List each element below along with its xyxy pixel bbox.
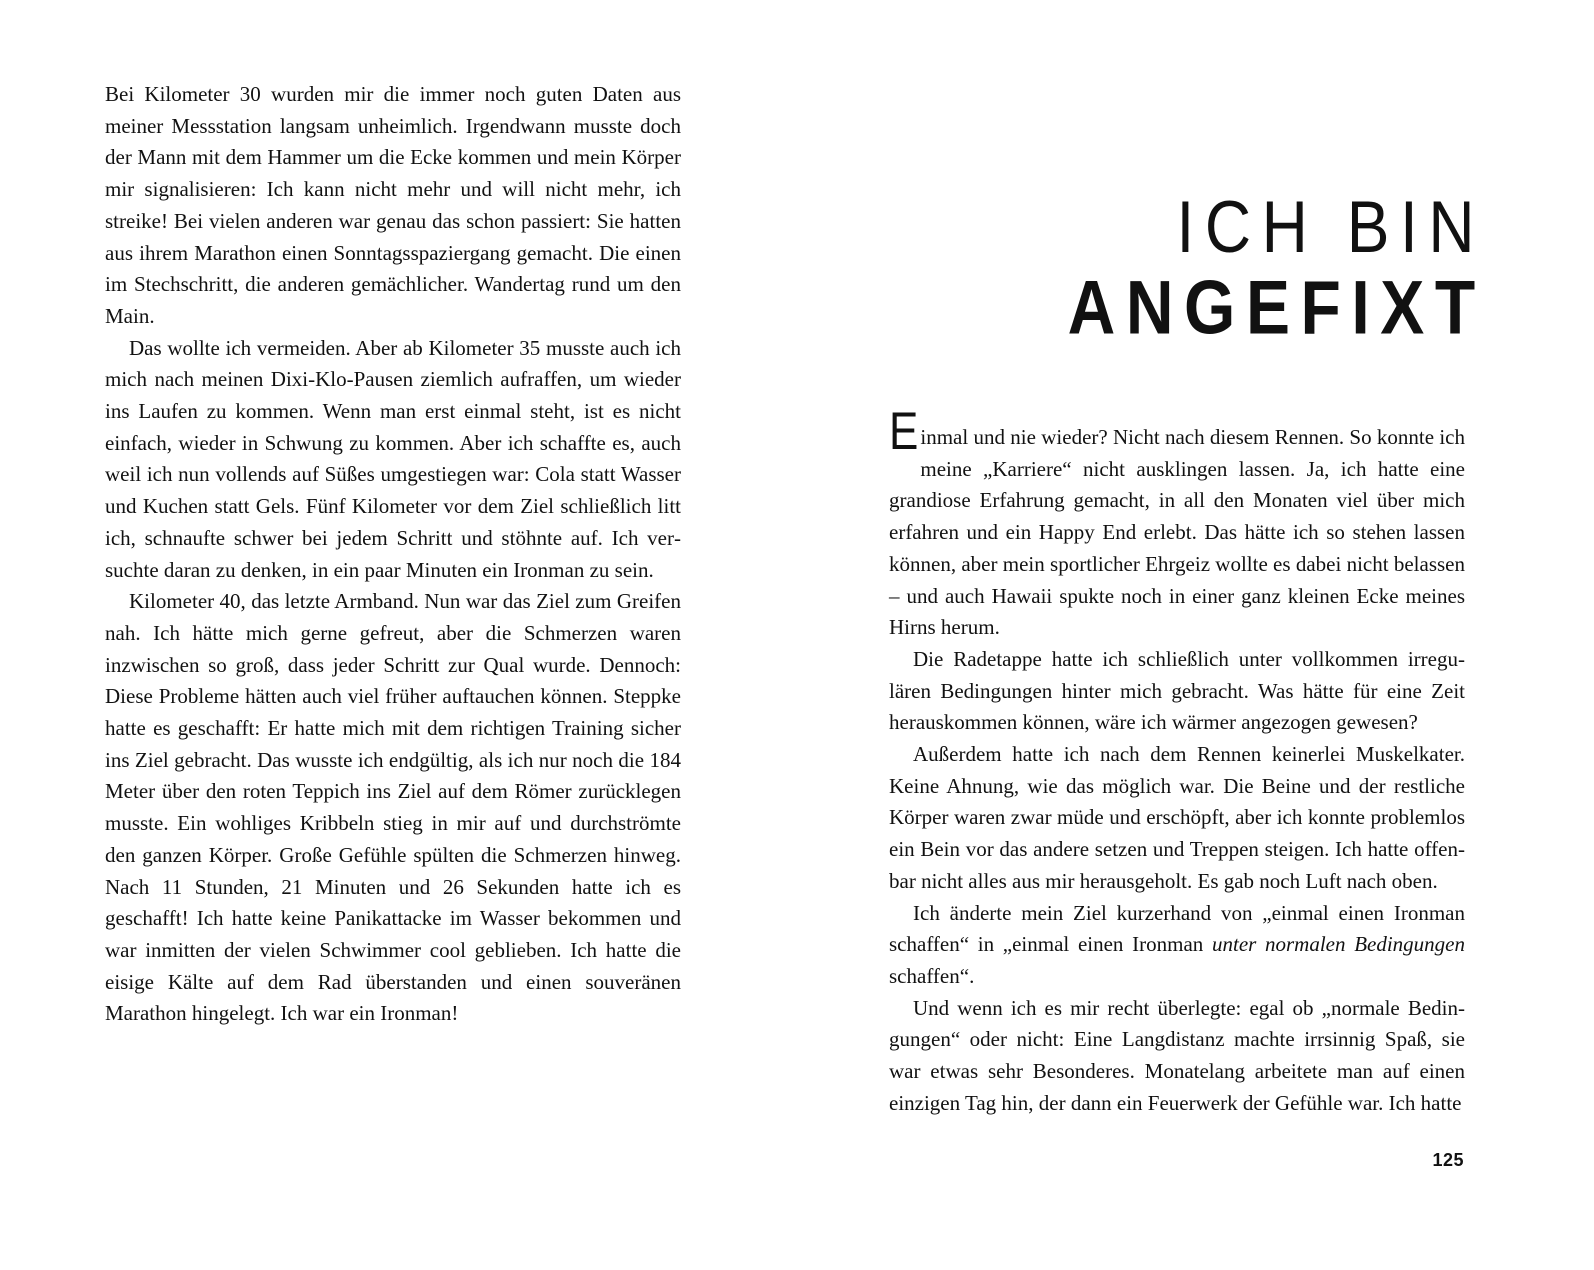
- paragraph: Kilometer 40, das letzte Armband. Nun war das Ziel zum Greifen nah. Ich hätte mich gerne gefreut, aber die Schmerzen waren inzwischen so groß, dass jeder Schritt zur Qual wurde. Dennoch: Diese Probleme hätten auch viel früher auftauchen können. Steppke hatte es geschafft: Er hatte mich mit dem richtigen Training sicher ins Ziel gebracht. Das wusste ich endgültig, als ich nur noch die 184 Meter über den roten Teppich ins Ziel auf dem Römer zurücklegen musste. Ein wohliges Kribbeln stieg in mir auf und durchströmte den ganzen Körper. Große Gefühle spülten die Schmerzen hinweg. Nach 11 Stunden, 21 Minuten und 26 Sekunden hatte ich es geschafft! Ich hatte keine Panikattacke im Wasser bekommen und war inmitten der vielen Schwimmer cool geblieben. Ich hatte die eisige Kälte auf dem Rad überstanden und einen souveränen Marathon hingelegt. Ich war ein Ironman!: [105, 589, 681, 1026]
- opening-paragraph: [889, 402, 1465, 644]
- chapter-title-line-1: ICH BIN: [1176, 185, 1486, 269]
- emphasis-text: unter normalen Bedingungen: [1211, 932, 1466, 957]
- paragraph-text: schaffen“.: [889, 963, 975, 988]
- drop-cap: E: [889, 402, 919, 462]
- paragraph: Und wenn ich es mir recht überlegte: egal ob „normale Bedingungen“ oder nicht: Eine Langdistanz machte irrsinnig Spaß, sie war etwas sehr Besonderes. Monatelang arbeitete man auf einen einzigen Tag hin, der dann ein Feuerwerk der Gefühle war. Ich hatte: [889, 995, 1465, 1115]
- chapter-title-line-2: ANGEFIXT: [1067, 264, 1486, 350]
- paragraph-text: Ich änderte mein Ziel kurzerhand von „einmal einen Ironman schaffen“ in „einmal einen Ironman: [889, 900, 1465, 957]
- left-text-column: [105, 79, 681, 1030]
- paragraph: Die Radetappe hatte ich schließlich unter vollkommen irregulären Bedingungen hinter mich gebracht. Was hätte für eine Zeit herauskommen können, wäre ich wärmer angezogen gewesen?: [889, 646, 1465, 735]
- opening-paragraph-text: inmal und nie wieder? Nicht nach diesem Rennen. So konnte ich meine „Karriere“ nicht ausklingen lassen. Ja, ich hatte eine grandiose Erfahrung gemacht, in all den Monaten viel über mich erfahren und ein Happy End erlebt. Das hätte ich so stehen lassen können, aber mein sportlicher Ehrgeiz wollte es dabei nicht belassen – und auch Hawaii spukte noch in einer ganz kleinen Ecke meines Hirns herum.: [889, 425, 1465, 640]
- right-page: [797, 0, 1594, 1270]
- paragraph: Außerdem hatte ich nach dem Rennen keinerlei Muskelkater. Keine Ahnung, wie das möglich war. Die Beine und der restliche Körper waren zwar müde und erschöpft, aber ich konnte problemlos ein Bein vor das andere setzen und Treppen steigen. Ich hatte offenbar nicht alles aus mir herausgeholt. Es gab noch Luft nach oben.: [889, 742, 1465, 893]
- right-text-column: [889, 402, 1466, 1119]
- paragraph: Das wollte ich vermeiden. Aber ab Kilometer 35 musste auch ich mich nach meinen Dixi-Klo-Pausen ziemlich aufraffen, um wieder ins Laufen zu kommen. Wenn man erst einmal steht, ist es nicht einfach, wieder in Schwung zu kommen. Aber ich schaffte es, auch weil ich nun vollends auf Süßes umgestiegen war: Cola statt Wasser und Kuchen statt Gels. Fünf Kilometer vor dem Ziel schließlich litt ich, schnaufte schwer bei jedem Schritt und stöhnte auf. Ich versuchte daran zu denken, in ein paar Minuten ein Ironman zu sein.: [105, 335, 681, 582]
- paragraph: [889, 898, 1465, 993]
- chapter-title: [1067, 185, 1486, 350]
- paragraph: Bei Kilometer 30 wurden mir die immer noch guten Daten aus meiner Messstation langsam unheimlich. Irgendwann musste doch der Mann mit dem Hammer um die Ecke kommen und mein Körper mir signalisieren: Ich kann nicht mehr und will nicht mehr, ich streike! Bei vielen anderen war genau das schon passiert: Sie hatten aus ihrem Marathon einen Sonntagsspaziergang gemacht. Die einen im Stechschritt, die anderen gemächlicher. Wandertag rund um den Main.: [105, 82, 681, 328]
- page-number: 125: [1432, 1150, 1464, 1170]
